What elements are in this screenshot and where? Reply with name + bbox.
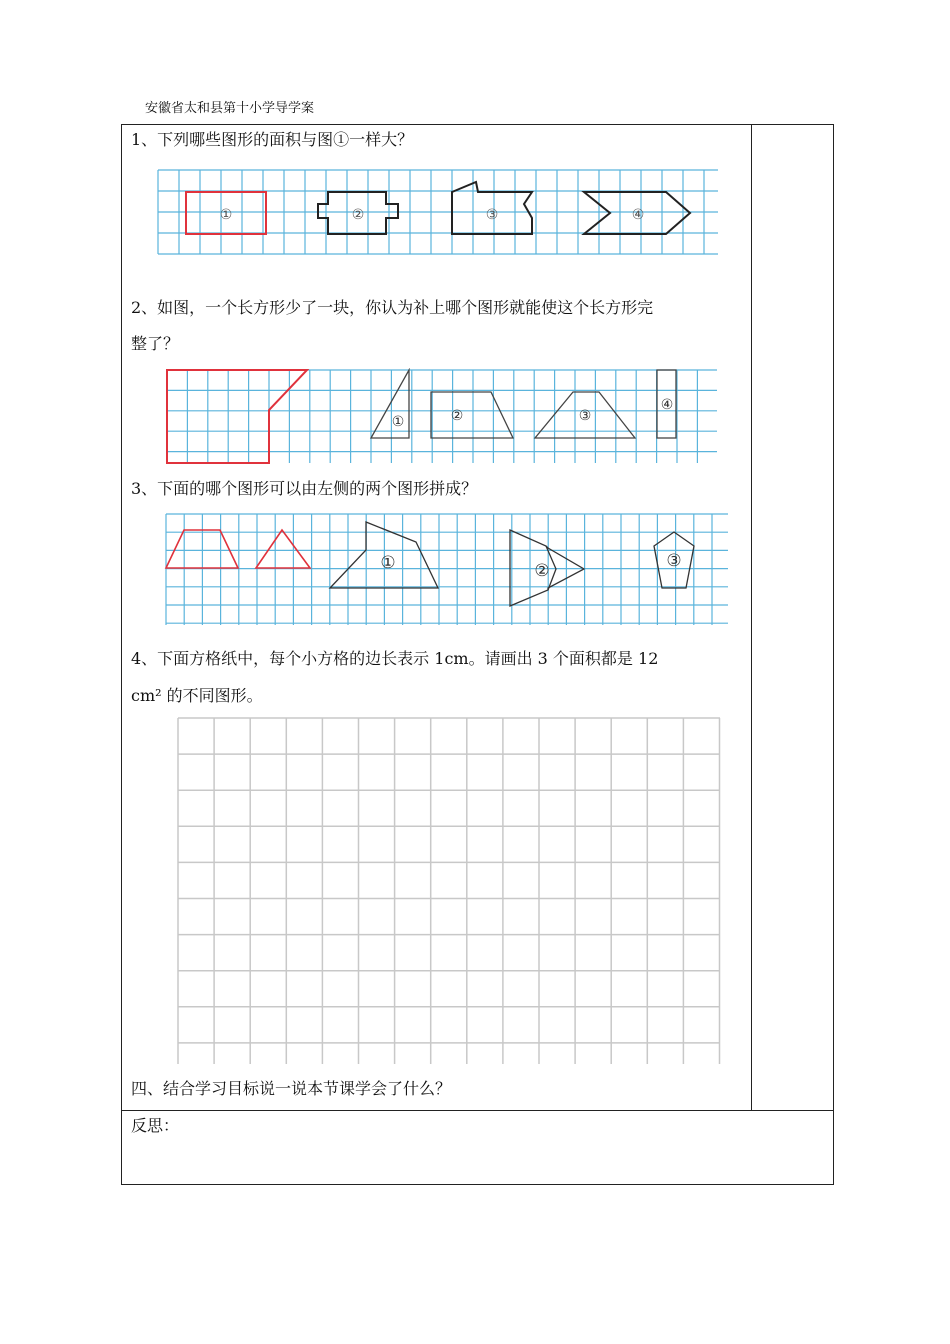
q2-label-2: ② bbox=[450, 408, 464, 424]
school-header: 安徽省太和县第十小学导学案 bbox=[145, 101, 315, 116]
question-1-text: 1、下列哪些图形的面积与图①一样大？ bbox=[131, 130, 414, 149]
q3-label-3: ③ bbox=[666, 551, 682, 571]
question-4-text-line2: cm² 的不同图形。 bbox=[131, 686, 263, 705]
section-4-text: 四、结合学习目标说一说本节课学会了什么？ bbox=[131, 1079, 452, 1098]
q2-grid bbox=[167, 370, 717, 463]
question-2-text-line2: 整了？ bbox=[131, 334, 180, 353]
q2-label-4: ④ bbox=[660, 397, 674, 413]
q3-label-1: ① bbox=[380, 553, 396, 573]
table-column-divider bbox=[751, 124, 752, 1111]
question-1-figure bbox=[148, 160, 728, 264]
question-3-figure bbox=[164, 512, 730, 627]
q1-label-1: ① bbox=[219, 207, 233, 223]
q1-label-2: ② bbox=[351, 207, 365, 223]
reflection-label: 反思： bbox=[131, 1116, 180, 1135]
drawing-grid[interactable] bbox=[177, 717, 721, 1065]
question-2-text-line1: 2、如图，一个长方形少了一块，你认为补上哪个图形就能使这个长方形完 bbox=[131, 298, 654, 317]
question-4-text-line1: 4、下面方格纸中，每个小方格的边长表示 1cm。请画出 3 个面积都是 12 bbox=[131, 649, 659, 668]
q3-label-2: ② bbox=[534, 561, 550, 581]
question-2-figure bbox=[165, 368, 720, 466]
q3-triangle bbox=[256, 530, 310, 568]
q2-label-1: ① bbox=[391, 414, 405, 430]
q1-label-4: ④ bbox=[631, 207, 645, 223]
q3-grid bbox=[166, 514, 728, 625]
question-3-text: 3、下面的哪个图形可以由左侧的两个图形拼成？ bbox=[131, 479, 478, 498]
q2-label-3: ③ bbox=[578, 408, 592, 424]
q1-label-3: ③ bbox=[485, 207, 499, 223]
